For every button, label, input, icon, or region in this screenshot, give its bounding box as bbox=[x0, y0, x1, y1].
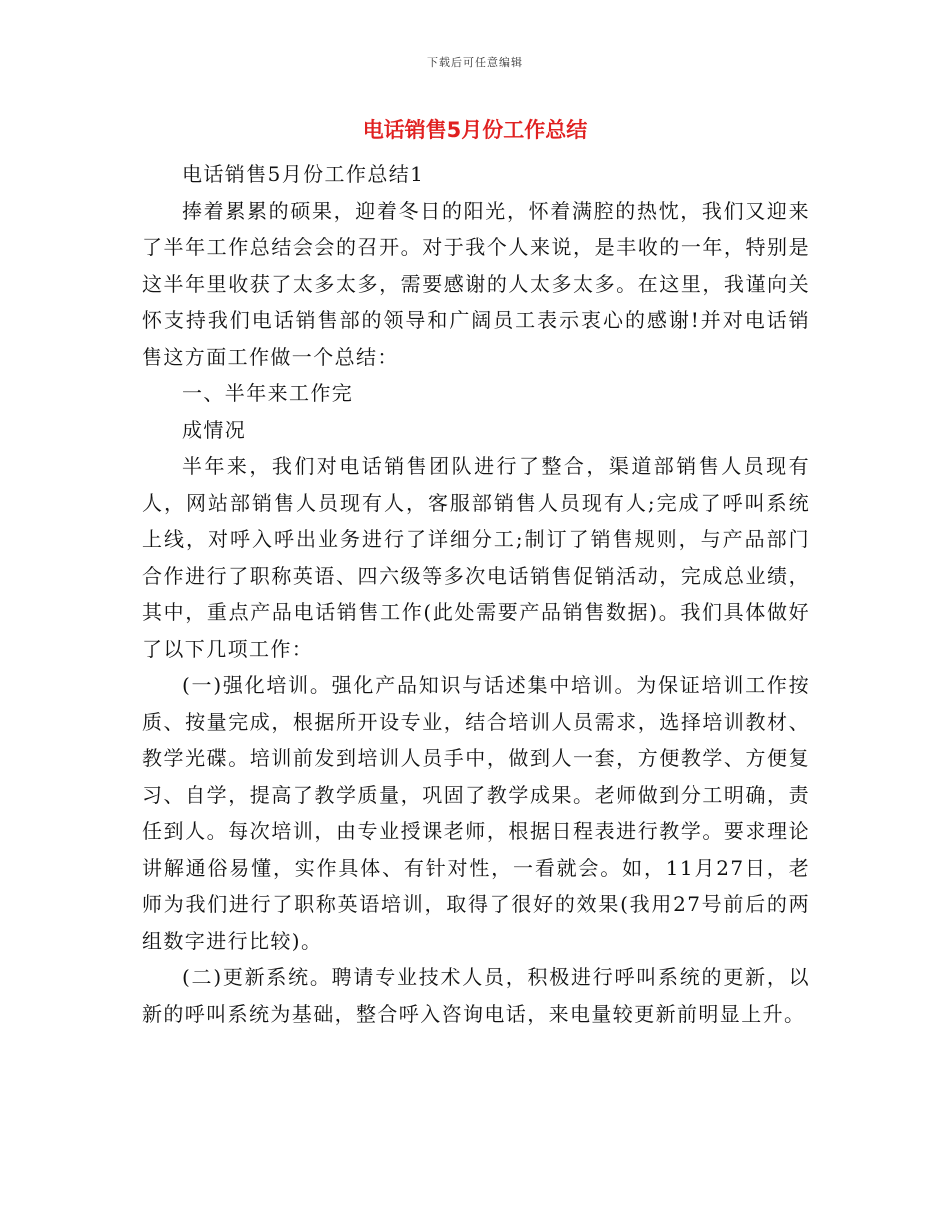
header-note: 下载后可任意编辑 bbox=[427, 56, 523, 69]
section-heading: 电话销售5月份工作总结1 bbox=[182, 162, 425, 186]
subheading-part-2: 成情况 bbox=[182, 417, 247, 442]
subheading-part-1: 一、半年来工作完 bbox=[182, 381, 354, 405]
paragraph-training: (一)强化培训。强化产品知识与话述集中培训。为保证培训工作按质、按量完成，根据所开设专业，结合培训人员需求，选择培训教材、教学光碟。培训前发到培训人员手中，做到人一套，方便教学、方便复习、自学，提高了教学质量，巩固了教学成果。老师做到分工明确，责任到人。每次培训，由专业授课老师，根据日程表进行教学。要求理论讲解通俗易懂，实作具体、有针对性，一看就会。如，11月27日，老师为我们进行了职称英语培训，取得了很好的效果(我用27号前后的两组数字进行比较)。 bbox=[142, 673, 810, 953]
document-body bbox=[142, 156, 810, 1032]
paragraph-intro: 捧着累累的硕果，迎着冬日的阳光，怀着满腔的热忱，我们又迎来了半年工作总结会会的召开。对于我个人来说，是丰收的一年，特别是这半年里收获了太多太多，需要感谢的人太多太多。在这里，我谨向关怀支持我们电话销售部的领导和广阔员工表示衷心的感谢!并对电话销售这方面工作做一个总结： bbox=[142, 198, 810, 369]
paragraph-overview: 半年来，我们对电话销售团队进行了整合，渠道部销售人员现有人，网站部销售人员现有人，客服部销售人员现有人;完成了呼叫系统上线，对呼入呼出业务进行了详细分工;制订了销售规则，与产品部门合作进行了职称英语、四六级等多次电话销售促销活动，完成总业绩，其中，重点产品电话销售工作(此处需要产品销售数据)。我们具体做好了以下几项工作： bbox=[142, 454, 810, 661]
document-title: 电话销售5月份工作总结 bbox=[362, 118, 588, 142]
paragraph-system-update: (二)更新系统。聘请专业技术人员，积极进行呼叫系统的更新，以新的呼叫系统为基础，整合呼入咨询电话，来电量较更新前明显上升。 bbox=[142, 965, 810, 1026]
